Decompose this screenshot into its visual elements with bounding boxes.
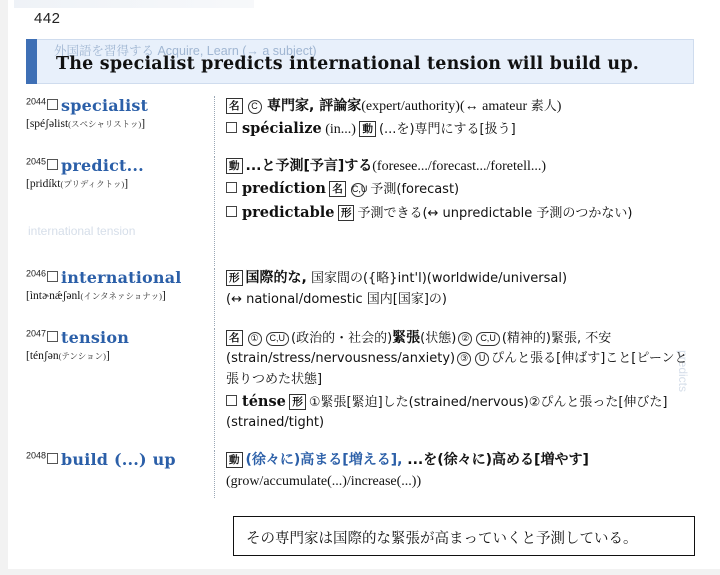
countability-tag-2: C,U xyxy=(476,332,500,346)
entry-list xyxy=(26,96,698,512)
countability-tag: C xyxy=(248,100,262,114)
pos-tag-noun: 名 xyxy=(226,98,243,114)
english-gloss: (expert/authority)(↔ amateur xyxy=(361,99,531,114)
headword-block xyxy=(26,328,196,362)
banner-accent-bar xyxy=(26,39,37,84)
page-left-edge xyxy=(0,0,8,575)
japanese-note-3: (精神的)緊張, 不安(strain/stress/nervousness/anxiety) xyxy=(226,331,612,367)
bullet-square xyxy=(226,206,237,217)
checkbox[interactable] xyxy=(47,331,58,342)
headline-sentence: The specialist predicts international tension will build up. xyxy=(56,54,640,74)
headword[interactable]: predict... xyxy=(61,156,144,175)
entry-number: 2046 xyxy=(26,268,47,279)
definition-line-2 xyxy=(226,290,698,310)
headword[interactable]: build (...) up xyxy=(61,450,176,469)
pos-tag-adjective: 形 xyxy=(226,270,243,286)
definition-line xyxy=(226,268,698,289)
japanese-gloss: 緊張 xyxy=(392,330,421,346)
checkbox[interactable] xyxy=(47,159,58,170)
entry-specialist[interactable] xyxy=(26,96,698,154)
scan-artifact-top xyxy=(14,0,254,8)
page-bottom-edge xyxy=(0,569,720,575)
checkbox[interactable] xyxy=(47,453,58,464)
pronunciation: [ténʃən(テンション)] xyxy=(26,350,110,362)
translation-box xyxy=(233,516,695,556)
pos-tag-noun: 名 xyxy=(226,330,243,346)
pos-tag-verb: 動 xyxy=(226,452,243,468)
headword[interactable]: international xyxy=(61,268,182,287)
derived-word[interactable]: predíction xyxy=(242,180,326,198)
japanese-note: 国家間の({略}int'l)(worldwide/universal) xyxy=(306,271,568,286)
ghost-mid-left-text: international tension xyxy=(28,224,136,238)
japanese-gloss: 専門家, 評論家 xyxy=(267,98,362,114)
ghost-right-text: predicts xyxy=(676,350,690,393)
definition-line-2 xyxy=(226,472,698,492)
japanese-note-4: ぴんと張る[伸ばす]こと[ピーンと張りつめた状態] xyxy=(226,351,688,387)
headword-block xyxy=(26,450,196,470)
japanese-gloss-intransitive: (徐々に)高まる[増える], xyxy=(245,452,403,468)
countability-tag: C,U xyxy=(266,332,290,346)
derived-form-line xyxy=(226,391,698,434)
pos-tag-adjective: 形 xyxy=(338,205,355,221)
headword-block xyxy=(26,96,196,130)
headword[interactable]: specialist xyxy=(61,96,149,115)
pos-tag-verb: 動 xyxy=(359,121,376,137)
checkbox[interactable] xyxy=(47,271,58,282)
japanese-gloss: 国際的な, xyxy=(245,270,307,286)
countability-tag-3: U xyxy=(475,352,489,366)
sense-number-1: ① xyxy=(248,332,262,346)
english-gloss: (foresee.../forecast.../foretell...) xyxy=(372,159,547,174)
checkbox[interactable] xyxy=(47,99,58,110)
pos-tag-adjective: 形 xyxy=(289,394,306,410)
japanese-gloss-transitive: ...を(徐々に)高める[増やす] xyxy=(402,452,589,468)
pronunciation: [pridíkt(プリディクトッ)] xyxy=(26,178,129,190)
entry-build-up[interactable] xyxy=(26,450,698,510)
headword-block xyxy=(26,268,196,302)
definition-block xyxy=(226,268,698,311)
derived-gloss: (...を)専門にする[扱う] xyxy=(378,122,516,138)
page-number: 442 xyxy=(34,10,61,27)
ghost-header-text: 外国語を習得する Acquire, Learn (→ a subject) xyxy=(54,44,317,58)
derived-form-line xyxy=(226,178,698,200)
definition-line xyxy=(226,450,698,471)
bullet-square xyxy=(226,122,237,133)
entry-number: 2044 xyxy=(26,96,47,107)
derived-gloss: 予測(forecast) xyxy=(370,182,460,198)
entry-tension[interactable] xyxy=(26,328,698,448)
bullet-square xyxy=(226,395,237,406)
pronunciation: [ìntɚnǽʃənl(インタネァショナッ)] xyxy=(26,290,166,302)
entry-number: 2047 xyxy=(26,328,47,339)
derived-gloss: 予測できる(↔ unpredictable 予測のつかない) xyxy=(357,205,633,221)
sense-number-2: ② xyxy=(458,332,472,346)
entry-number: 2048 xyxy=(26,450,47,461)
headword[interactable]: tension xyxy=(61,328,130,347)
antonym-note: (↔ national/domestic 国内[国家]の) xyxy=(226,292,448,308)
derived-pattern: (in...) xyxy=(325,122,356,138)
bullet-square xyxy=(226,182,237,193)
derived-form-line xyxy=(226,202,698,224)
entry-predict[interactable] xyxy=(26,156,698,266)
sense-number-3: ③ xyxy=(457,352,471,366)
derived-gloss: ①緊張[緊迫]した(strained/nervous)②ぴんと張った[伸びた](strained/tight) xyxy=(226,394,668,431)
definition-block xyxy=(226,328,698,433)
definition-line xyxy=(226,328,698,393)
pos-tag-noun: 名 xyxy=(329,181,346,197)
definition-line xyxy=(226,96,698,117)
entry-international[interactable] xyxy=(26,268,698,326)
definition-block xyxy=(226,450,698,493)
english-synonyms: (grow/accumulate(...)/increase(...)) xyxy=(226,474,422,490)
derived-form-line xyxy=(226,118,698,140)
japanese-note-2: (状態) xyxy=(420,331,457,346)
japanese-note: 素人 xyxy=(530,99,557,114)
headword-block xyxy=(26,156,196,190)
entry-number: 2045 xyxy=(26,156,47,167)
pronunciation: [spéʃəlist(スペシャリストッ)] xyxy=(26,118,146,130)
japanese-note: (政治的・社会的) xyxy=(291,331,393,346)
derived-word[interactable]: predictable xyxy=(242,203,335,221)
pos-tag-verb: 動 xyxy=(226,158,243,174)
derived-word[interactable]: ténse xyxy=(242,392,286,410)
translation-text: その専門家は国際的な緊張が高まっていくと予測している。 xyxy=(246,531,638,547)
definition-block xyxy=(226,96,698,141)
definition-block xyxy=(226,156,698,224)
paren-close: ) xyxy=(556,99,562,114)
definition-line xyxy=(226,156,698,177)
countability-tag: C,U xyxy=(351,183,365,197)
japanese-gloss: ...と予測[予言]する xyxy=(245,158,373,174)
derived-word[interactable]: spécialize xyxy=(242,120,322,138)
